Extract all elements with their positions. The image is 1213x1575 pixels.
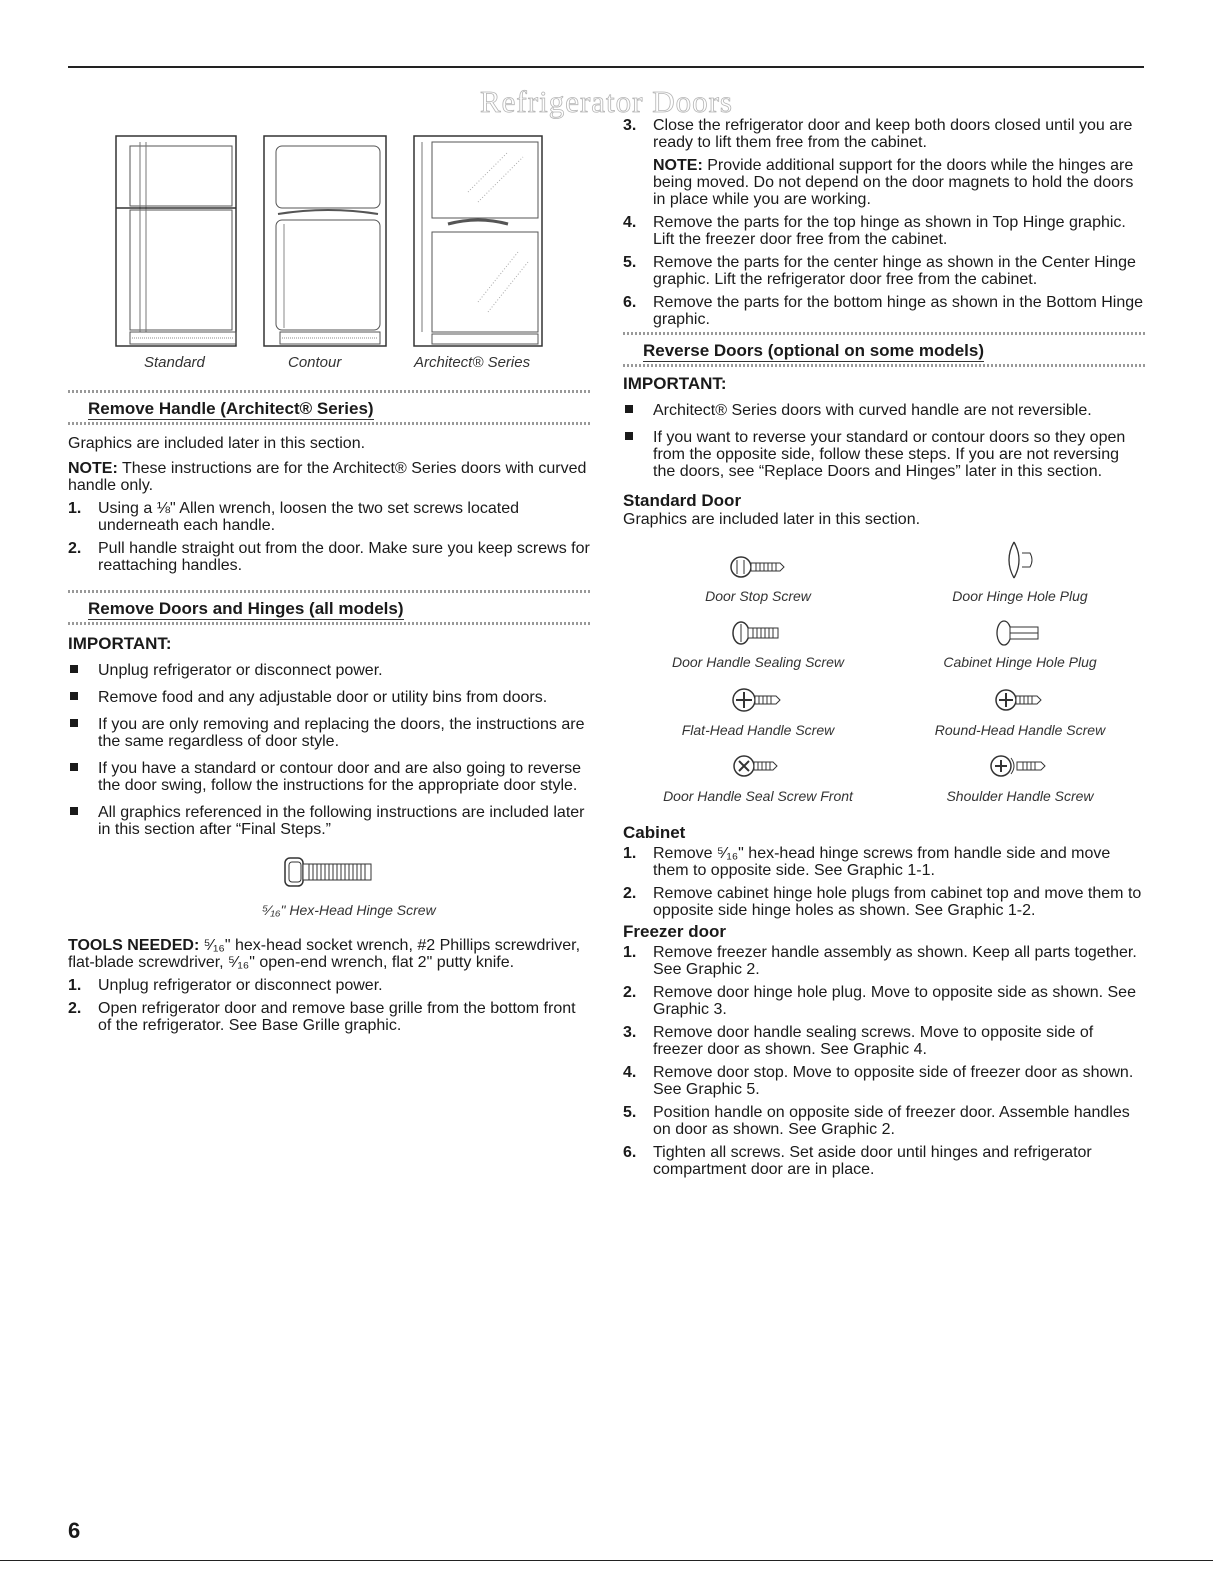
freezer-door-heading: Freezer door: [623, 922, 726, 941]
list-item: 5. Remove the parts for the center hinge as shown in the Center Hinge graphic. Lift the refrigerator door free from the cabinet.: [623, 254, 1136, 288]
page-number: 6: [68, 1518, 81, 1543]
door-hinge-hole-plug-icon: [1000, 538, 1040, 582]
part-shoulder-handle-screw: Shoulder Handle Screw: [895, 750, 1145, 805]
part-cabinet-hinge-hole-plug: Cabinet Hinge Hole Plug: [895, 618, 1145, 671]
list-item: 1. Unplug refrigerator or disconnect power.: [68, 977, 383, 994]
page-title: Refrigerator Doors: [480, 84, 733, 119]
part-door-hinge-hole-plug: Door Hinge Hole Plug: [895, 538, 1145, 605]
list-item: Unplug refrigerator or disconnect power.: [68, 662, 590, 679]
reverse-doors-heading: Reverse Doors (optional on some models): [623, 332, 1145, 367]
close-door-note: NOTE: Provide additional support for the doors while the hinges are being moved. Do not depend on the door magnets to hold the doors in place while you are working.: [653, 157, 1134, 208]
list-item: 6. Tighten all screws. Set aside door until hinges and refrigerator compartment door are in place.: [623, 1144, 1092, 1178]
part-door-stop-screw: Door Stop Screw: [633, 552, 883, 605]
part-door-handle-seal-screw-front: Door Handle Seal Screw Front: [633, 750, 883, 805]
remove-handle-steps: [68, 500, 590, 574]
cabinet-steps: [623, 845, 1145, 919]
tools-text: ⁵⁄₁₆" hex-head socket wrench, #2 Phillips screwdriver, flat-blade screwdriver, ⁵⁄₁₆" open-end wrench, flat 2" putty knife.: [68, 937, 581, 971]
bottom-rule: [0, 1560, 1213, 1561]
remove-handle-graphics-note: Graphics are included later in this section.: [68, 435, 366, 452]
remove-doors-steps-right: [623, 117, 1145, 328]
tools-label: TOOLS NEEDED:: [68, 937, 200, 954]
list-item: 4. Remove door stop. Move to opposite side of freezer door as shown. See Graphic 5.: [623, 1064, 1134, 1098]
list-item: 2. Pull handle straight out from the door. Make sure you keep screws for reattaching handles.: [68, 540, 590, 574]
left-column: [68, 120, 590, 1034]
list-item: 2. Remove cabinet hinge hole plugs from cabinet top and move them to opposite side hinge holes as shown. See Graphic 1-2.: [623, 885, 1142, 919]
hex-head-screw-caption: ⁵⁄₁₆" Hex-Head Hinge Screw: [262, 902, 436, 918]
list-item: Remove food and any adjustable door or utility bins from doors.: [68, 689, 590, 706]
important-label: IMPORTANT:: [68, 634, 172, 653]
shoulder-handle-screw-icon: [987, 750, 1053, 782]
top-rule: [68, 66, 1144, 68]
remove-handle-note: [68, 460, 590, 494]
right-column: [623, 117, 1145, 1178]
list-item: 6. Remove the parts for the bottom hinge as shown in the Bottom Hinge graphic.: [623, 294, 1144, 328]
cabinet-hinge-hole-plug-icon: [990, 618, 1050, 648]
list-item: 3. Close the refrigerator door and keep both doors closed until you are ready to lift them free from the cabinet. NOTE: Provide additional support for the doors while the hinges are being moved. Do not depend on the door magnets to hold the doors in place while you are working.: [623, 117, 1145, 208]
cabinet-heading: Cabinet: [623, 823, 686, 842]
door-handle-seal-screw-front-icon: [730, 750, 786, 782]
list-item: 1. Remove freezer handle assembly as shown. Keep all parts together. See Graphic 2.: [623, 944, 1137, 978]
list-item: 2. Open refrigerator door and remove base grille from the bottom front of the refrigerator. See Base Grille graphic.: [68, 1000, 576, 1034]
list-item: If you have a standard or contour door and are also going to reverse the door swing, follow the instructions for the appropriate door style.: [68, 760, 590, 794]
round-head-handle-screw-icon: [992, 684, 1048, 716]
remove-handle-heading: Remove Handle (Architect® Series): [68, 390, 590, 425]
list-item: If you want to reverse your standard or contour doors so they open from the opposite side, follow these steps. If you are not reversing the doors, see “Replace Doors and Hinges” later in this section.: [623, 429, 1145, 480]
part-flat-head-handle-screw: Flat-Head Handle Screw: [633, 684, 883, 739]
standard-door-graphics-note: Graphics are included later in this section.: [623, 511, 921, 528]
architect-fridge-illustration: [408, 132, 548, 352]
list-item: 1. Remove ⁵⁄₁₆" hex-head hinge screws from handle side and move them to opposite side. See Graphic 1-1.: [623, 845, 1111, 879]
list-item: 5. Position handle on opposite side of freezer door. Assemble handles on door as shown. See Graphic 2.: [623, 1104, 1130, 1138]
note-label: NOTE:: [68, 460, 118, 477]
parts-legend: [623, 538, 1145, 820]
part-round-head-handle-screw: Round-Head Handle Screw: [895, 684, 1145, 739]
tools-needed: [68, 937, 590, 971]
standard-door-heading: Standard Door: [623, 491, 742, 510]
door-stop-screw-icon: [728, 552, 788, 582]
hex-head-screw-icon: [281, 854, 377, 890]
door-handle-sealing-screw-icon: [728, 618, 788, 648]
hex-head-screw-figure: [68, 854, 590, 919]
standard-fridge-illustration: [110, 132, 242, 352]
list-item: 3. Remove door handle sealing screws. Move to opposite side of freezer door as shown. See Graphic 4.: [623, 1024, 1094, 1058]
list-item: All graphics referenced in the following instructions are included later in this section after “Final Steps.”: [68, 804, 590, 838]
remove-doors-heading: Remove Doors and Hinges (all models): [68, 590, 590, 625]
important-label: IMPORTANT:: [623, 374, 727, 393]
contour-fridge-illustration: [258, 132, 392, 352]
list-item: 1. Using a ⅛" Allen wrench, loosen the two set screws located underneath each handle.: [68, 500, 520, 534]
list-item: 2. Remove door hinge hole plug. Move to opposite side as shown. See Graphic 3.: [623, 984, 1136, 1018]
list-item: Architect® Series doors with curved handle are not reversible.: [623, 402, 1145, 419]
caption-standard: Standard: [144, 354, 205, 371]
flat-head-handle-screw-icon: [730, 684, 786, 716]
note-text: These instructions are for the Architect® Series doors with curved handle only.: [68, 460, 587, 494]
list-item: 4. Remove the parts for the top hinge as shown in Top Hinge graphic. Lift the freezer door free from the cabinet.: [623, 214, 1126, 248]
refrigerator-illustrations: [68, 120, 590, 384]
remove-doors-steps-left: [68, 977, 590, 1034]
reverse-doors-bullets: [623, 402, 1145, 480]
freezer-door-steps: [623, 944, 1145, 1178]
caption-architect: Architect® Series: [414, 354, 531, 371]
remove-doors-bullets: [68, 662, 590, 838]
list-item: If you are only removing and replacing the doors, the instructions are the same regardless of door style.: [68, 716, 590, 750]
part-door-handle-sealing-screw: Door Handle Sealing Screw: [633, 618, 883, 671]
caption-contour: Contour: [288, 354, 342, 371]
